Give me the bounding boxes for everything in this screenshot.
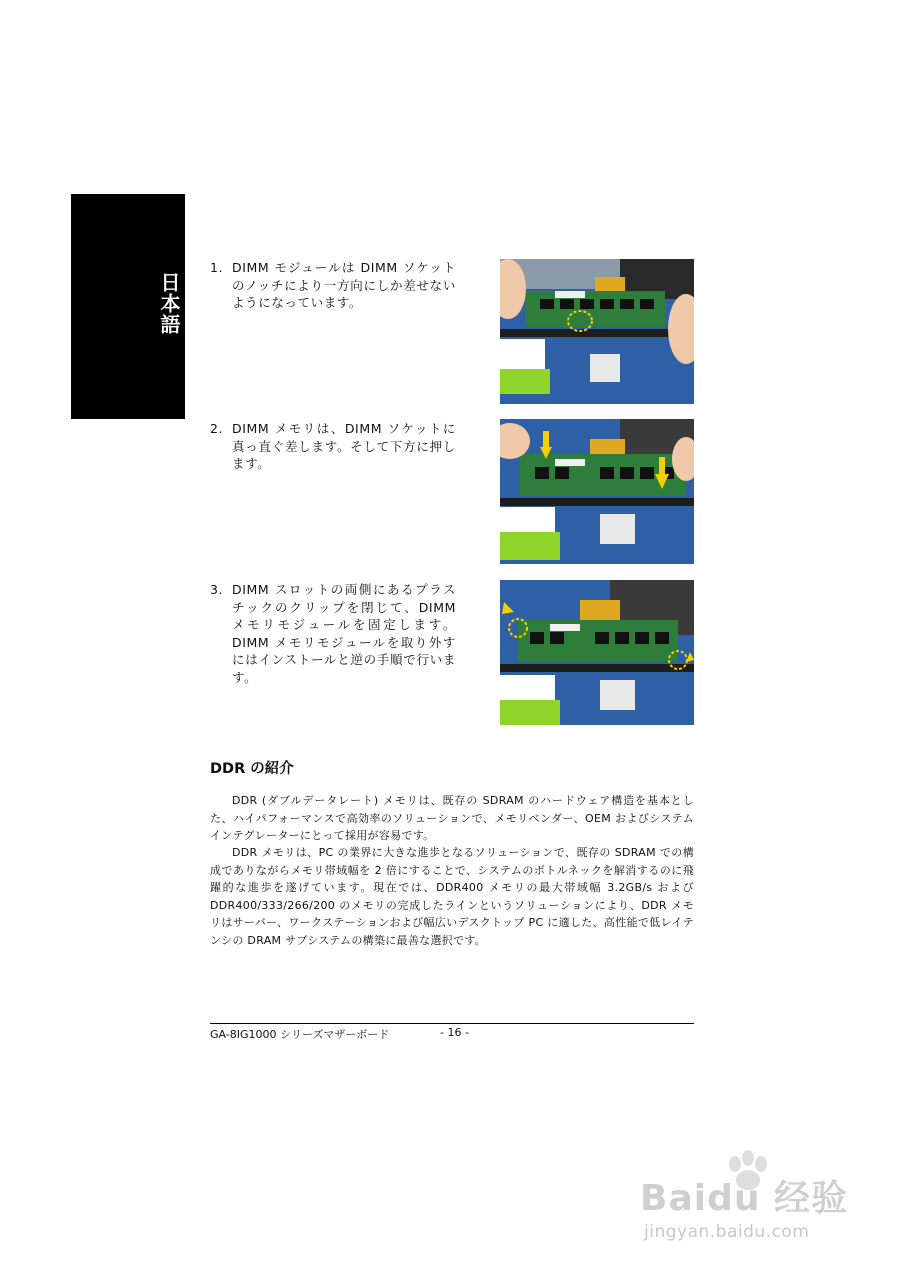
paragraph-1: DDR (ダブルデータレート) メモリは、既存の SDRAM のハードウェア構造を基本とした、ハイパフォーマンスで高効率のソリューションで、メモリベンダー、OEM およびシステムインテグレーターにとって採用が容易です。 [210, 794, 694, 842]
step-text: DIMM スロットの両側にあるプラスチックのクリップを閉じて、DIMM メモリモジュールを固定します。DIMM メモリモジュールを取り外すにはインストールと逆の手順で行います。 [232, 582, 456, 685]
watermark-brand: Baidu 经验 [640, 1178, 849, 1219]
step-2-photo [500, 419, 694, 564]
language-tab-label: 日本語 [157, 272, 181, 335]
step-text: DIMM モジュールは DIMM ソケットのノッチにより一方向にしか差せないようになっています。 [232, 260, 456, 310]
page-number: - 16 - [440, 1026, 469, 1039]
paragraph-2: DDR メモリは、PC の業界に大きな進歩となるソリューションで、既存の SDRAM での構成でありながらメモリ帯域幅を 2 倍にすることで、システムのボトルネックを解消するのに飛躍的な進歩を遂げています。現在では、DDR400 メモリの最大帯域幅 3.2GB/s および DDR400/333/266/200 のメモリの完成したラインというソリューションにより、DDR メモリはサーバー、ワークステーションおよび幅広いデスクトップ PC に適した、高性能で低レイテンシの DRAM サブシステムの構築に最善な選択です。 [210, 846, 694, 947]
step-number: 2. [210, 421, 224, 436]
footer-model: GA-8IG1000 シリーズマザーボード [210, 1028, 390, 1041]
step-number: 3. [210, 582, 224, 597]
step-1-photo [500, 259, 694, 404]
watermark-url: jingyan.baidu.com [644, 1222, 810, 1242]
section-heading: DDR の紹介 [210, 761, 294, 777]
step-3-photo [500, 580, 694, 725]
step-number: 1. [210, 260, 224, 275]
footer-divider [210, 1023, 694, 1024]
step-text: DIMM メモリは、DIMM ソケットに真っ直ぐ差します。そして下方に押します。 [232, 421, 456, 471]
